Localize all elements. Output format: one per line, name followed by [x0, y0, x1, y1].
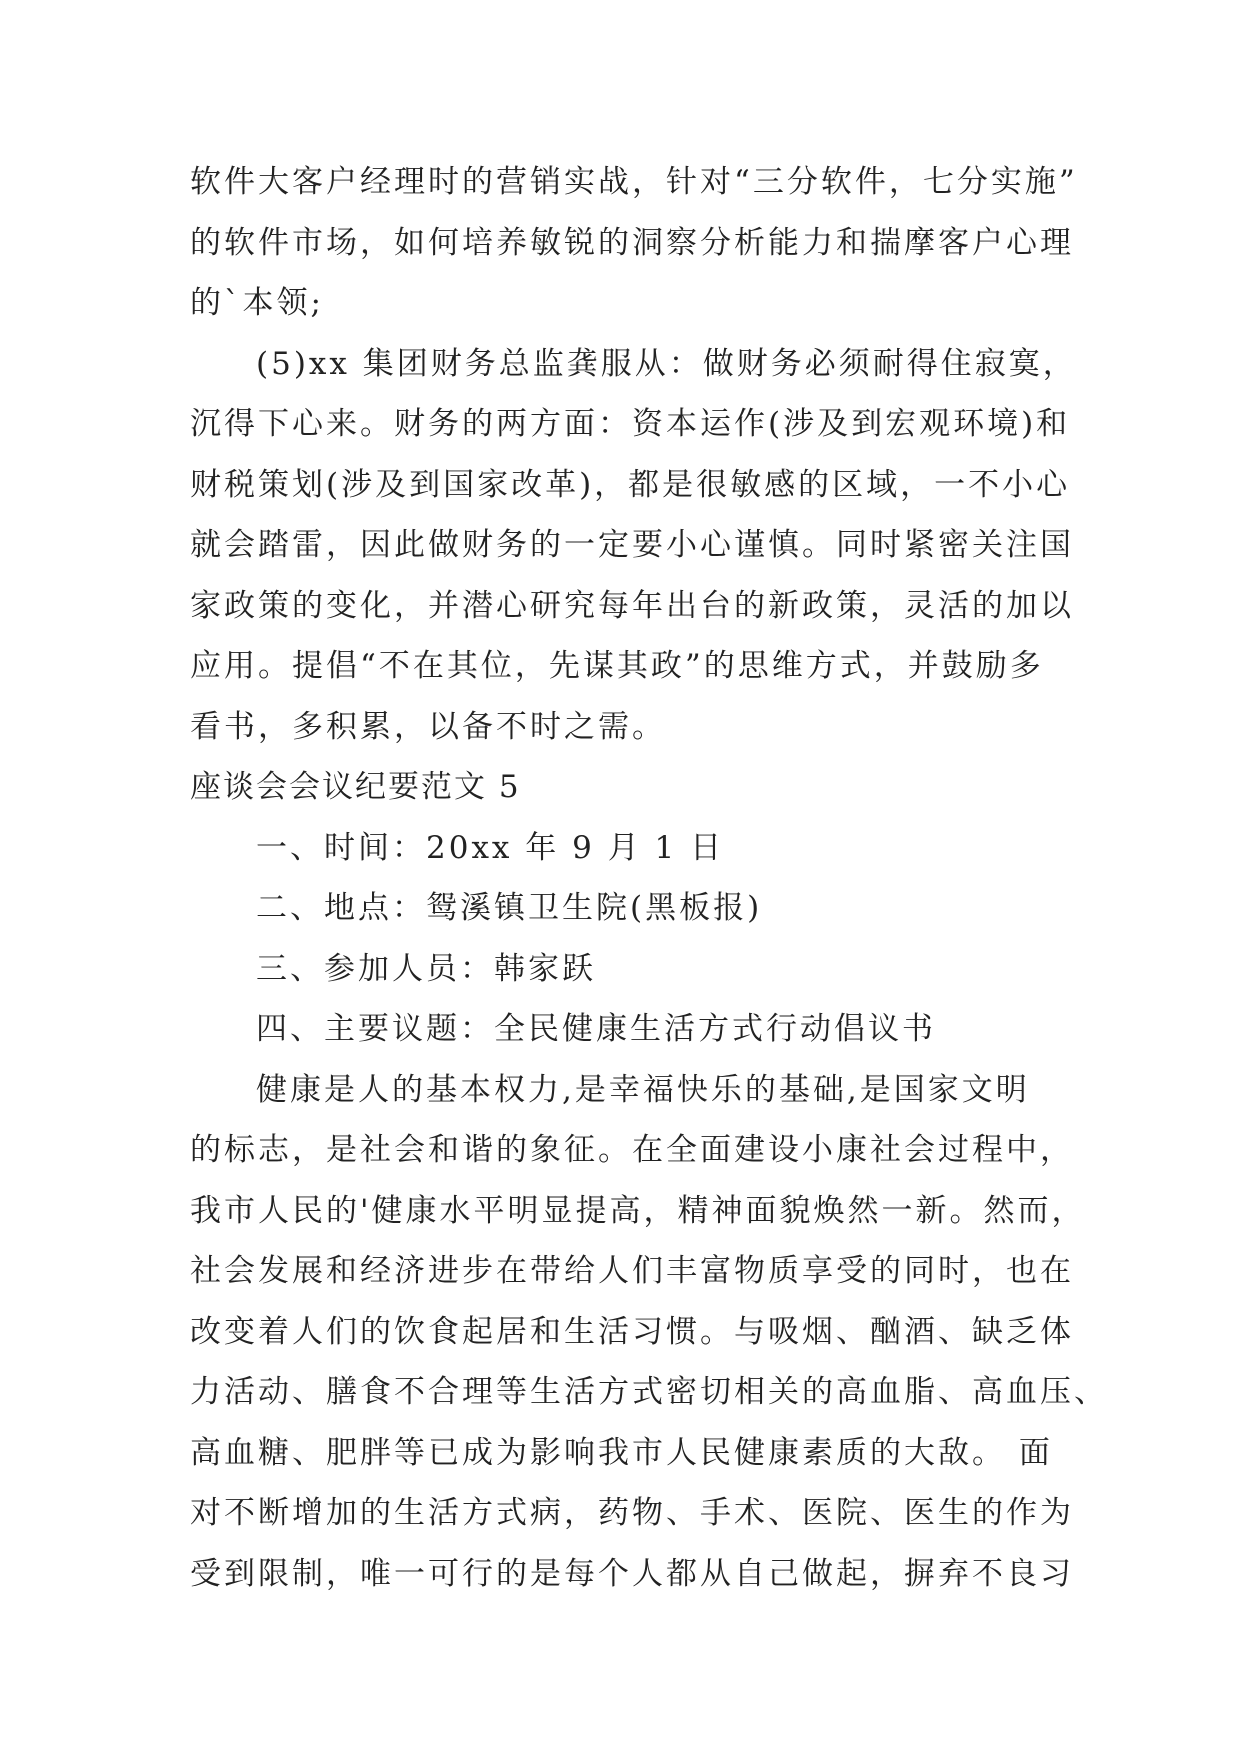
text-line: 社会发展和经济进步在带给人们丰富物质享受的同时，也在: [190, 1253, 1074, 1289]
text-line: 的标志，是社会和谐的象征。在全面建设小康社会过程中，: [190, 1132, 1074, 1168]
text-line: 沉得下心来。财务的两方面：资本运作(涉及到宏观环境)和: [190, 406, 1071, 442]
text-line: 受到限制，唯一可行的是每个人都从自己做起，摒弃不良习: [190, 1555, 1074, 1592]
text-line: 二、地点：鸳溪镇卫生院(黑板报): [256, 890, 763, 926]
text-line: 家政策的变化，并潜心研究每年出台的新政策，灵活的加以: [190, 587, 1074, 624]
text-line: 应用。提倡“不在其位，先谋其政”的思维方式，并鼓励多: [190, 648, 1044, 684]
text-line: 三、参加人员：韩家跃: [256, 950, 596, 987]
text-line: 对不断增加的生活方式病，药物、手术、医院、医生的作为: [190, 1495, 1074, 1531]
text-line: (5)xx 集团财务总监龚服从：做财务必须耐得住寂寞，: [256, 345, 1077, 382]
text-line: 四、主要议题：全民健康生活方式行动倡议书: [256, 1011, 936, 1047]
text-line: 看书，多积累，以备不时之需。: [190, 708, 666, 745]
text-line: 就会踏雷，因此做财务的一定要小心谨慎。同时紧密关注国: [190, 527, 1074, 563]
text-line: 力活动、膳食不合理等生活方式密切相关的高血脂、高血压、: [190, 1374, 1108, 1410]
text-line: 高血糖、肥胖等已成为影响我市人民健康素质的大敌。 面: [190, 1434, 1053, 1471]
text-line: 改变着人们的饮食起居和生活习惯。与吸烟、酗酒、缺乏体: [190, 1313, 1074, 1350]
text-line: 一、时间：20xx 年 9 月 1 日: [256, 829, 725, 866]
text-line: 我市人民的'健康水平明显提高，精神面貌焕然一新。然而，: [190, 1192, 1086, 1229]
text-line: 软件大客户经理时的营销实战，针对“三分软件，七分实施”: [190, 164, 1078, 200]
document-body: [190, 152, 1108, 1604]
text-line: 健康是人的基本权力,是幸福快乐的基础,是国家文明: [256, 1071, 1030, 1108]
text-line: 的软件市场，如何培养敏锐的洞察分析能力和揣摩客户心理: [190, 224, 1074, 261]
section-heading: 座谈会会议纪要范文 5: [190, 769, 521, 805]
text-line: 财税策划(涉及到国家改革)，都是很敏感的区域，一不小心: [190, 466, 1071, 503]
text-line: 的`本领;: [190, 285, 324, 321]
